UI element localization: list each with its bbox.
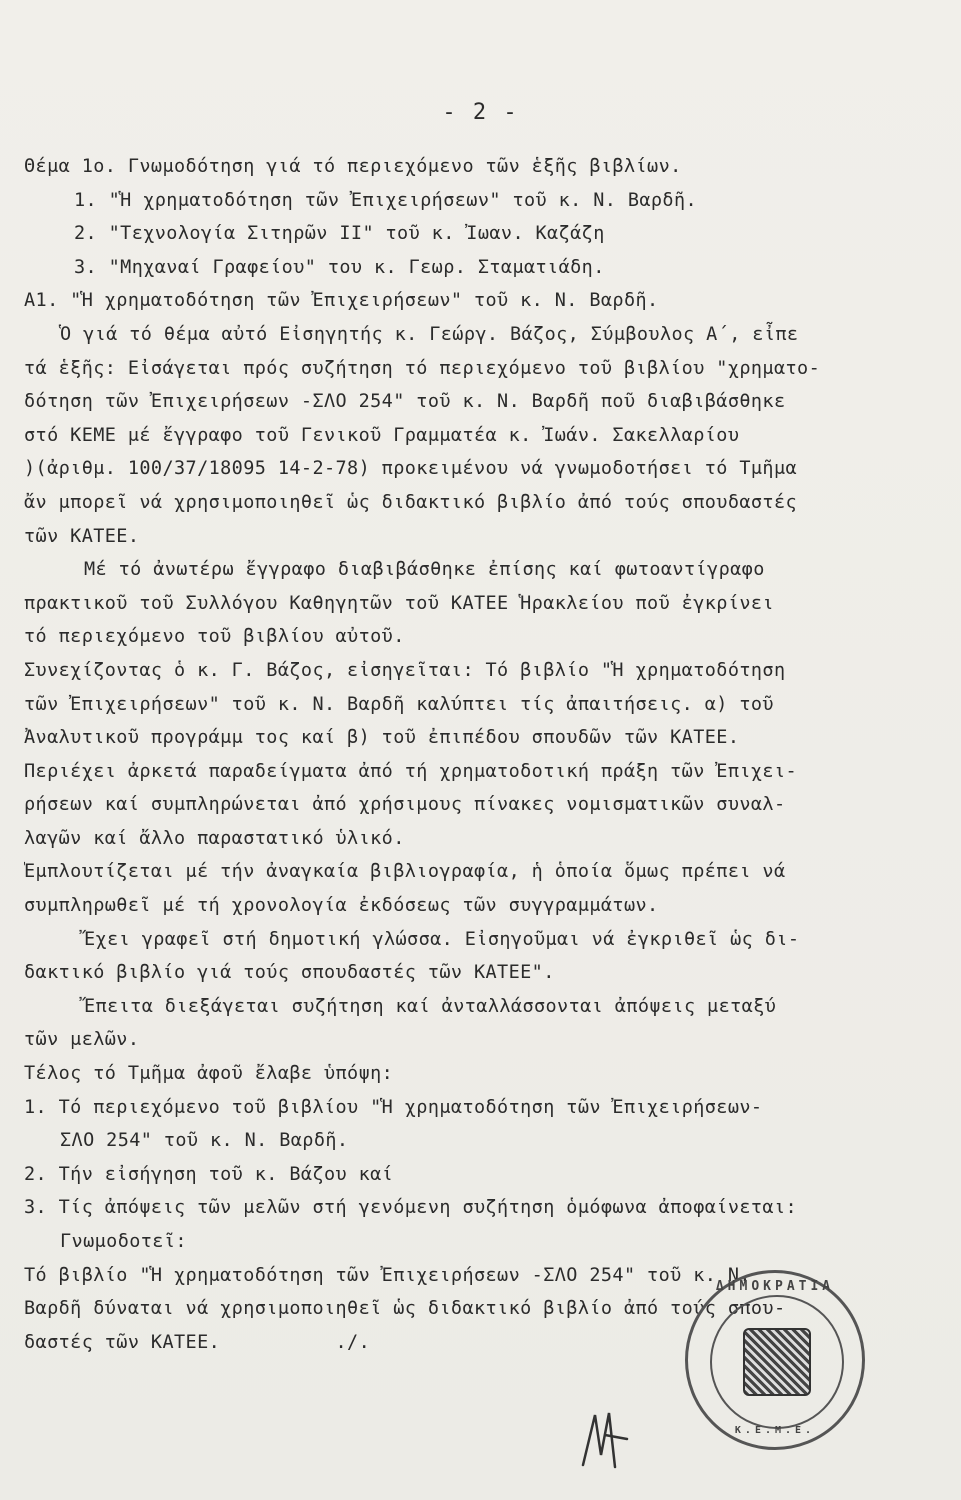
- text-line: 3. Τίς ἀπόψεις τῶν μελῶν στή γενόμενη συζήτηση ὁμόφωνα ἀποφαίνεται:: [24, 1197, 798, 1219]
- text-line: δότηση τῶν Ἐπιχειρήσεων -ΣΛΟ 254" τοῦ κ. Ν. Βαρδῆ ποῦ διαβιβάσθηκε: [24, 391, 786, 413]
- text-line: 2. "Τεχνολογία Σιτηρῶν ΙΙ" τοῦ κ. Ἰωαν. Καζάζη: [74, 223, 605, 245]
- text-line: 1. "Ἡ χρηματοδότηση τῶν Ἐπιχειρήσεων" τοῦ κ. Ν. Βαρδῆ.: [74, 189, 698, 211]
- stamp-bottom-text: Κ.Ε.Μ.Ε.: [734, 1425, 816, 1436]
- text-line: τά ἑξῆς: Εἰσάγεται πρός συζήτηση τό περιεχόμενο τοῦ βιβλίου "χρηματο-: [24, 357, 821, 379]
- text-line: 3. "Μηχαναί Γραφείου" του κ. Γεωρ. Σταματιάδη.: [74, 256, 605, 278]
- text-line: Ἐμπλουτίζεται μέ τήν ἀναγκαία βιβλιογραφία, ἡ ὁποία ὅμως πρέπει νά: [24, 861, 786, 883]
- coat-of-arms-icon: [743, 1328, 811, 1396]
- text-line: στό ΚΕΜΕ μέ ἔγγραφο τοῦ Γενικοῦ Γραμματέα κ. Ἰωάν. Σακελλαρίου: [24, 424, 740, 446]
- text-line: Ἔπειτα διεξάγεται συζήτηση καί ἀνταλλάσσονται ἀπόψεις μεταξύ: [84, 995, 777, 1017]
- stamp-top-text: ΔΗΜΟΚΡΑΤΙΑ: [715, 1279, 835, 1294]
- text-line: Βαρδῆ δύναται νά χρησιμοποιηθεῖ ὡς διδακτικό βιβλίο ἀπό τούς σπου-: [24, 1298, 786, 1320]
- text-line: λαγῶν καί ἄλλο παραστατικό ὑλικό.: [24, 827, 405, 849]
- text-line: 2. Τήν εἰσήγηση τοῦ κ. Βάζου καί: [24, 1163, 394, 1185]
- text-line: ἄν μπορεῖ νά χρησιμοποιηθεῖ ὡς διδακτικό βιβλίο ἀπό τούς σπουδαστές: [24, 491, 798, 513]
- document-body: [24, 150, 939, 1359]
- official-stamp: [685, 1270, 865, 1450]
- handwritten-signature: [575, 1405, 635, 1475]
- text-line: Τό βιβλίο "Ἡ χρηματοδότηση τῶν Ἐπιχειρήσεων -ΣΛΟ 254" τοῦ κ. Ν.: [24, 1264, 751, 1286]
- text-line: τῶν ΚΑΤΕΕ.: [24, 525, 140, 547]
- text-line: Περιέχει ἀρκετά παραδείγματα ἀπό τή χρηματοδοτική πράξη τῶν Ἐπιχει-: [24, 760, 798, 782]
- text-line: πρακτικοῦ τοῦ Συλλόγου Καθηγητῶν τοῦ ΚΑΤΕΕ Ἡρακλείου ποῦ ἐγκρίνει: [24, 592, 774, 614]
- text-line: Α1. "Ἡ χρηματοδότηση τῶν Ἐπιχειρήσεων" τοῦ κ. Ν. Βαρδῆ.: [24, 290, 659, 312]
- text-line: τῶν μελῶν.: [24, 1029, 140, 1051]
- text-line: Ἔχει γραφεῖ στή δημοτική γλώσσα. Εἰσηγοῦμαι νά ἐγκριθεῖ ὡς δι-: [84, 928, 800, 950]
- text-line: δακτικό βιβλίο γιά τούς σπουδαστές τῶν ΚΑΤΕΕ".: [24, 962, 555, 984]
- text-line: Μέ τό ἀνωτέρω ἔγγραφο διαβιβάσθηκε ἐπίσης καί φωτοαντίγραφο: [84, 559, 765, 581]
- text-line: συμπληρωθεῖ μέ τή χρονολογία ἐκδόσεως τῶν συγγραμμάτων.: [24, 895, 659, 917]
- text-line: Τέλος τό Τμῆμα ἀφοῦ ἔλαβε ὑπόψη:: [24, 1063, 394, 1085]
- text-line: Συνεχίζοντας ὁ κ. Γ. Βάζος, εἰσηγεῖται: Τό βιβλίο "Ἡ χρηματοδότηση: [24, 659, 786, 681]
- text-line: Θέμα 1ο. Γνωμοδότηση γιά τό περιεχόμενο τῶν ἑξῆς βιβλίων.: [24, 156, 682, 177]
- text-line: ρήσεων καί συμπληρώνεται ἀπό χρήσιμους πίνακες νομισματικῶν συναλ-: [24, 794, 786, 816]
- page-number: - 2 -: [442, 100, 519, 125]
- text-line: ΣΛΟ 254" τοῦ κ. Ν. Βαρδῆ.: [60, 1130, 349, 1152]
- text-line: τό περιεχόμενο τοῦ βιβλίου αὐτοῦ.: [24, 626, 405, 648]
- text-line: δαστές τῶν ΚΑΤΕΕ. ./.: [24, 1331, 371, 1353]
- text-line: 1. Τό περιεχόμενο τοῦ βιβλίου "Ἡ χρηματοδότηση τῶν Ἐπιχειρήσεων-: [24, 1096, 763, 1118]
- text-line: )(ἀριθμ. 100/37/18095 14-2-78) προκειμένου νά γνωμοδοτήσει τό Τμῆμα: [24, 458, 798, 480]
- text-line: τῶν Ἐπιχειρήσεων" τοῦ κ. Ν. Βαρδῆ καλύπτει τίς ἀπαιτήσεις. α) τοῦ: [24, 693, 774, 715]
- text-line: Ὁ γιά τό θέμα αὐτό Εἰσηγητής κ. Γεώργ. Βάζος, Σύμβουλος Α΄, εἶπε: [60, 323, 799, 345]
- text-line: Γνωμοδοτεῖ:: [60, 1231, 187, 1252]
- text-line: Ἀναλυτικοῦ προγράμμ τος καί β) τοῦ ἐπιπέδου σπουδῶν τῶν ΚΑΤΕΕ.: [24, 727, 740, 749]
